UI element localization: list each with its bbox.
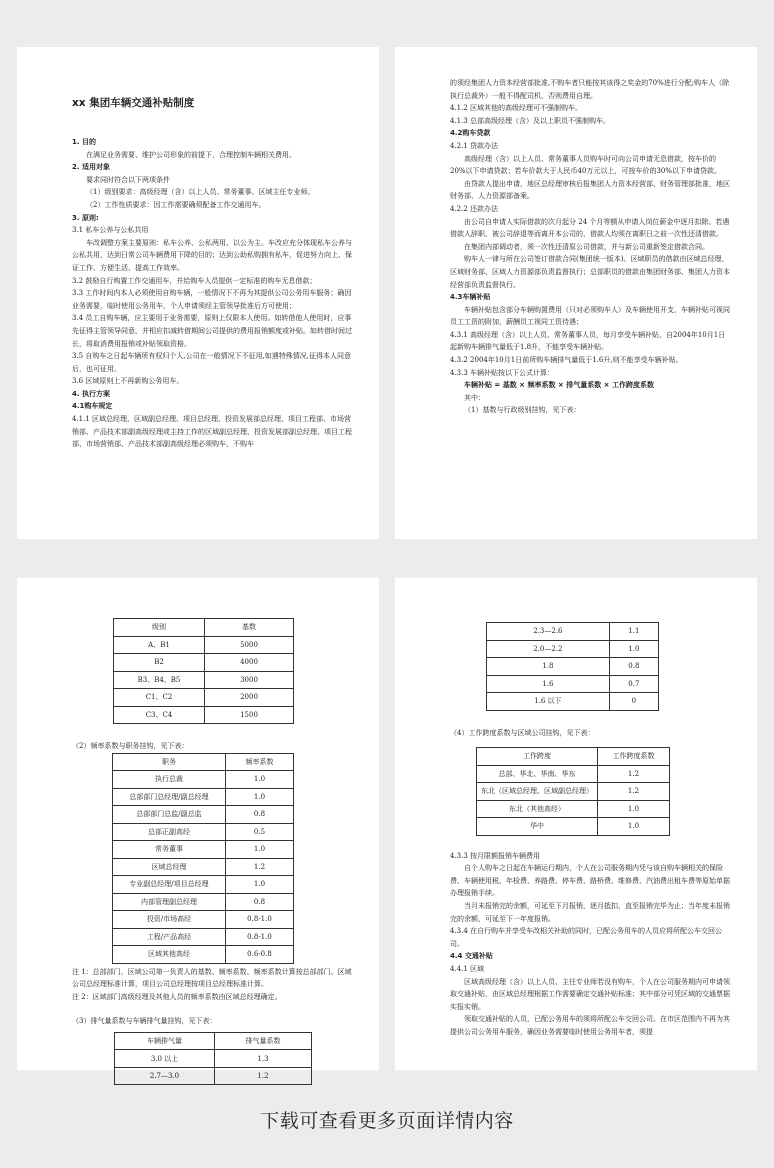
paragraph: 要求同时符合以下两项条件 — [86, 175, 170, 184]
table-cell: 2.3—2.6 — [487, 623, 610, 641]
paragraph: 4.3.2 2004年10月1日前所购车辆排气量低于1.6升,则不能享受车辆补贴。 — [450, 356, 683, 365]
page1-body — [72, 136, 357, 451]
table-cell: 2000 — [205, 689, 294, 707]
table-row — [487, 658, 659, 676]
work-span-table — [476, 747, 670, 836]
table-cell: 0.6-0.8 — [226, 946, 294, 964]
paragraph: 其中： — [464, 393, 485, 402]
table-header: 基数 — [205, 619, 294, 637]
paragraph: 当月未报销完的余额，可延至下月报销，逐月抵扣，直至报销完毕为止；当年度未报销完的余额，可延至下一年度报销。 — [450, 901, 730, 923]
table-cell: 内部管理副总经理 — [113, 893, 226, 911]
table-row — [113, 771, 294, 789]
displacement-table — [114, 1032, 312, 1086]
document-page-3 — [17, 578, 379, 1081]
table-cell: 投资/市场高经 — [113, 911, 226, 929]
table-header: 职务 — [113, 753, 226, 771]
table-cell: 1.8 — [487, 658, 610, 676]
paragraph: 区域高级经理（含）以上人员、主任专业师若没有购车，个人在公司服务期内可申请领取交通补贴，由区域总经理根据工作需要确定交通补贴标准；其中部分可凭区域的交通票据实报实销。 — [450, 977, 730, 1011]
table-cell: 常务董事 — [113, 841, 226, 859]
table-row — [113, 806, 294, 824]
paragraph: （1）基数与行政级别挂钩，见下表： — [464, 406, 581, 415]
document-title: xx 集团车辆交通补贴制度 — [72, 97, 195, 109]
table-cell: 0.8-1.0 — [226, 911, 294, 929]
table-row — [113, 876, 294, 894]
page4-body — [450, 850, 731, 1039]
work-span-caption: （4）工作跨度系数与区域公司挂钩，见下表： — [450, 728, 595, 737]
table-row — [113, 841, 294, 859]
table-cell: 0 — [609, 693, 658, 711]
table-row — [114, 706, 294, 724]
table-cell: B3、B4、B5 — [114, 671, 205, 689]
paragraph: 自个人购车之日起在车辆运行期内，个人在公司服务期内凭与该自购车辆相关的保险费、车辆使用税、年检费、养路费、停车费、路桥费、维修费、汽油费出租车费等原始单据办理报销手续。 — [450, 864, 730, 898]
table-cell: 1.0 — [598, 818, 670, 836]
table-cell: 专业副总经理/项目总经理 — [113, 876, 226, 894]
document-page-2 — [395, 47, 757, 539]
paragraph: 领取交通补贴的人员，已配公务用车的须将所配公车交回公司。在市区范围内不再为其提供公司公务用车服务，确因业务需要临时使用公务用车者，须提 — [450, 1015, 730, 1036]
paragraph: 4.3车辆补贴 — [450, 293, 491, 302]
table-cell: B2 — [114, 654, 205, 672]
displacement-caption: （3）排气量系数与车辆排气量挂钩，见下表： — [72, 1017, 217, 1026]
paragraph: 4.4.1 区域 — [450, 964, 485, 973]
paragraph: 4.1.3 总部高级经理（含）及以上职员不强制购车。 — [450, 116, 611, 125]
table-cell: 0.8 — [226, 806, 294, 824]
paragraph: 3.5 自购车之日起车辆所有权归个人,公司在一般情况下不征用,如遇特殊情况,征得本人同意后，也可征用。 — [72, 352, 352, 373]
table-row — [115, 1067, 312, 1085]
paragraph: 4.3.3 车辆补贴按以下公式计算： — [450, 368, 555, 377]
paragraph: 注 1：总部部门、区域公司第一负责人的基数、频率系数、频率系数计算按总部部门、区域公司总经理标准计算，项目公司总经理按项目总经理标准计算。 — [72, 967, 352, 989]
table-row — [477, 783, 670, 801]
table-cell: 4000 — [205, 654, 294, 672]
paragraph: 的须经集团人力资本经营部批准,不购车者只能按其该得之奖金的70%进行分配;购车人（除执行总裁外）一般不得配司机，否则费用自理。 — [450, 79, 730, 100]
paragraph: 在满足业务需要、维护公司形象的前提下，合理控制车辆相关费用。 — [86, 150, 296, 159]
paragraph: 4.1.2 区域其他的高级经理可不强制购车。 — [450, 104, 583, 113]
table-cell: 总部正副高经 — [113, 823, 226, 841]
table-row — [114, 689, 294, 707]
paragraph: 购车人一律与所在公司签订借款合同(集团统一版本)。区域职员的借款由区域总经理、区域财务部、区域人力资源部负责监督执行；总部职员的借款由集团财务部、集团人力资本经营部负责监督执行。 — [450, 255, 730, 289]
table-cell: 区域其他高经 — [113, 946, 226, 964]
table-row — [487, 623, 659, 641]
table-cell: 1.0 — [226, 788, 294, 806]
paragraph: 高级经理（含）以上人员、常务董事人员购车时可向公司申请无息借款，按车价的20%以下申请贷款；若车价款大于人民币40万元以上，可按车价的30%以下申请贷款。 — [450, 154, 722, 176]
table-row — [115, 1050, 312, 1068]
paragraph: 3.6 区域原则上不再新购公务用车。 — [72, 377, 184, 386]
paragraph: 4.2.2 还款办法 — [450, 204, 499, 213]
document-page-1 — [17, 47, 379, 539]
table-cell: A、B1 — [114, 636, 205, 654]
table-cell: 0.8-1.0 — [226, 928, 294, 946]
table-cell: 0.7 — [609, 675, 658, 693]
paragraph: 由公司自申请人实际借款的次月起分 24 个月等额从申请人岗位薪金中逐月扣除。若遇借款人辞职、被公司辞退等而离开本公司的，借款人均须在离职日之前一次性还清借款。 — [450, 217, 730, 239]
table-cell: 2.7—3.0 — [115, 1067, 215, 1085]
table-cell: C1、C2 — [114, 689, 205, 707]
paragraph: 3. 原则: — [72, 213, 99, 222]
paragraph: 4.3.4 在自行购车并享受车改相关补助的同时，已配公务用车的人员应将所配公车交回公司。 — [450, 927, 723, 948]
paragraph: 2. 适用对象 — [72, 163, 110, 172]
table-cell: 0.8 — [609, 658, 658, 676]
table-header: 车辆排气量 — [115, 1032, 215, 1050]
table-cell: 3000 — [205, 671, 294, 689]
table-notes — [72, 966, 357, 1004]
frequency-caption: （2）频率系数与职务挂钩，见下表： — [72, 742, 189, 750]
table-row — [477, 800, 670, 818]
paragraph: 4.4 交通补贴 — [450, 952, 493, 961]
table-cell: 总部部门总经理/副总经理 — [113, 788, 226, 806]
paragraph: 3.1 私车公养与公私共用 — [72, 226, 149, 235]
table-header: 工作跨度 — [477, 748, 598, 766]
paragraph: （2）工作性质要求：因工作需要确须配备工作交通用车。 — [86, 200, 266, 209]
table-cell: 华中 — [477, 818, 598, 836]
table-cell: 1.0 — [226, 841, 294, 859]
table-cell: 1.0 — [609, 640, 658, 658]
displacement-table-continued — [486, 622, 659, 711]
table-cell: 0.8 — [226, 893, 294, 911]
paragraph: 4.2购车贷款 — [450, 129, 491, 138]
subsidy-formula: 车辆补贴 = 基数 × 频率系数 × 排气量系数 × 工作跨度系数 — [464, 381, 654, 390]
base-amount-table — [113, 618, 294, 724]
table-row — [113, 823, 294, 841]
table-row — [114, 671, 294, 689]
table-cell: 1.2 — [598, 783, 670, 801]
download-more-caption: 下载可查看更多页面详情内容 — [260, 1110, 514, 1132]
paragraph: （1）级别要求：高级经理（含）以上人员、常务董事、区域主任专业师。 — [86, 188, 315, 197]
table-row — [113, 946, 294, 964]
table-row — [477, 765, 670, 783]
table-cell: 东北（其他高经） — [477, 800, 598, 818]
paragraph: 4.1.1 区域总经理、区域副总经理、项目总经理、投资发展部总经理、项目工程部、市场营销部、产品技术部副高级经理或主持工作的区域副总经理、投资发展部副总经理、项目工程部、市场营销部、产品技术部副高级经理必须购车，不购车 — [72, 415, 352, 449]
table-cell: 东北（区域总经理、区域副总经理） — [477, 783, 598, 801]
table-header: 级别 — [114, 619, 205, 637]
paragraph: 4.2.1 贷款办法 — [450, 141, 499, 150]
paragraph: 在集团内部调动者，须一次性还清原公司借款，并与新公司重新签定借款合同。 — [464, 242, 709, 251]
table-cell: 1.0 — [226, 876, 294, 894]
paragraph: 1. 目的 — [72, 138, 96, 146]
table-cell: 5000 — [205, 636, 294, 654]
page2-body-after — [450, 392, 731, 417]
paragraph: 车改调整方案主要原则：私车公养、公私两用、以公为主。车改应充分体现私车公养与公私共用，达到日常公司车辆费用下降的目的；达到公助私购拥有私车，促进努力向上、保证工作、方便生活、提高工作效率。 — [72, 238, 352, 272]
paragraph: 4.3.3 按月限额报销车辆费用 — [450, 851, 541, 860]
table-row — [113, 858, 294, 876]
paragraph: 4.1购车规定 — [72, 402, 113, 411]
page2-body — [450, 77, 731, 379]
table-row — [114, 654, 294, 672]
table-row — [113, 928, 294, 946]
paragraph: 注 2：区域部门高级经理及其他人员的频率系数由区域总经理确定。 — [72, 992, 282, 1001]
table-cell: 1.0 — [598, 800, 670, 818]
document-page-4 — [395, 578, 757, 1070]
table-cell: 1.2 — [598, 765, 670, 783]
table-cell: 总部部门总监/副总监 — [113, 806, 226, 824]
table-cell: 1.6 — [487, 675, 610, 693]
table-cell: 1500 — [205, 706, 294, 724]
table-cell: 区域总经理 — [113, 858, 226, 876]
table-cell: 3.0 以上 — [115, 1050, 215, 1068]
table-header: 排气量系数 — [215, 1032, 312, 1050]
table-row — [113, 893, 294, 911]
paragraph: 4. 执行方案 — [72, 389, 110, 398]
table-row — [113, 911, 294, 929]
paragraph: 由贷款人提出申请，地区总经理审核后报集团人力资本经营部、财务管理部批准，地区财务部、人力资源部备案。 — [450, 179, 730, 201]
table-cell: 1.2 — [215, 1067, 312, 1085]
table-header: 频率系数 — [226, 753, 294, 771]
table-cell: 总部、华北、华南、华东 — [477, 765, 598, 783]
table-cell: 1.1 — [609, 623, 658, 641]
table-row — [114, 636, 294, 654]
table-row — [487, 640, 659, 658]
paragraph: 车辆补贴包含部分车辆购置费用（只对必须购车人）及车辆使用开支，车辆补贴可视同员工工资的附加，薪酬员工视同工资待遇； — [450, 305, 730, 327]
table-cell: 执行总裁 — [113, 771, 226, 789]
table-cell: 1.2 — [226, 858, 294, 876]
table-row — [477, 818, 670, 836]
frequency-table — [112, 753, 294, 964]
table-cell: 1.0 — [226, 771, 294, 789]
table-cell: C3、C4 — [114, 706, 205, 724]
table-row — [487, 675, 659, 693]
table-cell: 1.3 — [215, 1050, 312, 1068]
table-cell: 0.5 — [226, 823, 294, 841]
table-row — [487, 693, 659, 711]
paragraph: 3.3 工作时间内本人必须使用自购车辆，一般情况下不再为其提供公司公务用车服务；确因业务需要，临时使用公务用车，个人申请须经主管领导批准后方可使用； — [72, 289, 352, 310]
paragraph: 3.2 鼓励自行购置工作交通用车，并给购车人员提供一定标准的购车无息借款； — [72, 276, 317, 285]
table-cell: 2.0—2.2 — [487, 640, 610, 658]
table-header: 工作跨度系数 — [598, 748, 670, 766]
paragraph: 3.4 员工自购车辆，应主要用于业务需要，原则上仅限本人使用。如转借他人使用时，应事先征得主管领导同意，并相应扣减转借期间公司提供的费用报销额度或补贴。如转借时间过长，将取消费用报销或补贴领取资格。 — [72, 314, 352, 348]
paragraph: 4.3.1 高级经理（含）以上人员、常务董事人员，每月享受车辆补贴，自2004年10月1日起新购车辆排气量低于1.8升，不能享受车辆补贴。 — [450, 330, 726, 352]
table-cell: 1.6 以下 — [487, 693, 610, 711]
table-row — [113, 788, 294, 806]
table-cell: 工程/产品高经 — [113, 928, 226, 946]
